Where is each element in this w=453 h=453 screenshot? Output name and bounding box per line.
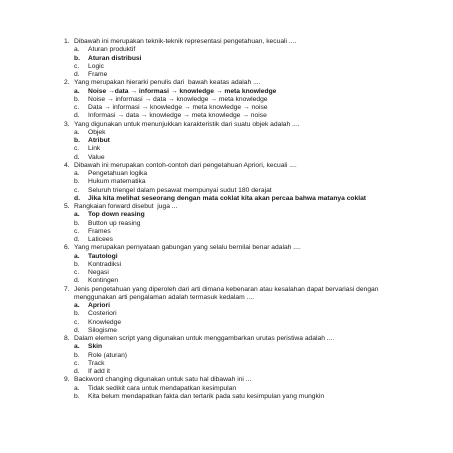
option-text: If add it — [88, 368, 110, 375]
option-1-b — [64, 55, 417, 63]
option-text: Skin — [88, 343, 103, 351]
option-letter: c. — [74, 227, 80, 235]
option-1-a — [64, 46, 417, 54]
question-text: Yang merupakan hierarki penulis dari bawah keatas adalah .... — [74, 79, 261, 87]
option-letter: d. — [74, 194, 80, 202]
question-text: Yang merupakan pernyataan gabungan yang selalu bernilai benar adalah .... — [74, 244, 301, 252]
option-text: Atribut — [88, 137, 110, 144]
option-indent — [64, 55, 74, 63]
option-2-a — [64, 88, 417, 96]
option-letter: d. — [74, 326, 80, 334]
question-9 — [64, 376, 417, 384]
option-indent — [64, 261, 74, 269]
option-letter: a. — [74, 87, 80, 95]
option-indent — [64, 236, 74, 244]
option-letter: b. — [74, 54, 80, 62]
option-text: Apriori — [88, 302, 110, 309]
option-indent — [64, 104, 74, 112]
option-2-b — [64, 96, 417, 104]
option-3-a — [64, 129, 417, 137]
option-3-c — [64, 145, 417, 153]
option-letter: a. — [74, 211, 80, 219]
option-indent — [64, 187, 74, 195]
option-5-a — [64, 211, 417, 219]
option-indent — [64, 129, 74, 137]
option-4-b — [64, 178, 417, 186]
option-indent — [64, 393, 74, 401]
option-letter: d. — [74, 71, 80, 78]
option-text: Track — [88, 359, 105, 367]
option-letter: b. — [74, 310, 80, 318]
option-9-a — [64, 385, 417, 393]
question-3 — [64, 121, 417, 129]
question-5 — [64, 203, 417, 211]
question-7 — [64, 286, 417, 303]
option-indent — [64, 170, 74, 178]
option-indent — [64, 385, 74, 393]
option-indent — [64, 195, 74, 203]
option-text: Value — [88, 153, 105, 161]
option-letter: d. — [74, 368, 80, 375]
option-text: Frames — [88, 227, 111, 235]
question-text: Yang digunakan untuk menunjukkan karakteristik dari suatu objek adalah .... — [74, 120, 300, 128]
option-indent — [64, 137, 74, 145]
option-7-a — [64, 302, 417, 310]
option-text: Negasi — [88, 269, 109, 276]
option-indent — [64, 302, 74, 310]
option-indent — [64, 352, 74, 360]
option-letter: c. — [74, 269, 80, 276]
option-indent — [64, 220, 74, 228]
question-number: 2. — [64, 79, 70, 87]
option-indent — [64, 211, 74, 219]
option-text: Aturan produktif — [88, 46, 136, 54]
option-letter: c. — [74, 104, 80, 111]
option-text: Noise →data → informasi → knowledge → meta knowledge — [88, 87, 277, 95]
option-8-a — [64, 343, 417, 351]
option-5-b — [64, 220, 417, 228]
option-letter: a. — [74, 384, 80, 392]
option-letter: c. — [74, 62, 80, 70]
option-3-b — [64, 137, 417, 145]
option-5-c — [64, 228, 417, 236]
option-letter: a. — [74, 302, 80, 309]
question-text: Backword changing digunakan untuk satu hal dibawah ini ... — [74, 376, 252, 384]
question-number: 1. — [64, 38, 70, 45]
option-indent — [64, 145, 74, 153]
question-text: Rangkaian forward disebut juga ... — [74, 203, 178, 210]
option-indent — [64, 112, 74, 120]
option-indent — [64, 343, 74, 351]
option-2-d — [64, 112, 417, 120]
option-3-d — [64, 154, 417, 162]
question-number: 5. — [64, 203, 70, 210]
option-indent — [64, 269, 74, 277]
option-indent — [64, 88, 74, 96]
option-text: Objek — [88, 128, 106, 136]
option-letter: c. — [74, 186, 80, 194]
option-letter: d. — [74, 236, 80, 243]
option-letter: b. — [74, 137, 80, 144]
option-text: Link — [88, 145, 101, 153]
question-number: 8. — [64, 335, 70, 342]
option-letter: a. — [74, 46, 80, 54]
option-letter: b. — [74, 178, 80, 186]
option-text: Kontingen — [88, 277, 119, 285]
question-text: Jenis pengetahuan yang diperoleh dari arti dimana kebenaran atau kesalahan dapat bervariasi dengan menggunakan arti pengalaman adalah termasuk kedalam .... — [74, 285, 381, 301]
option-indent — [64, 154, 74, 162]
option-indent — [64, 277, 74, 285]
question-2 — [64, 79, 417, 87]
option-6-b — [64, 261, 417, 269]
option-text: Knowledge — [88, 318, 122, 326]
question-number: 6. — [64, 244, 70, 252]
option-text: Informasi → data → knowledge → meta knowledge → noise — [88, 112, 267, 120]
option-indent — [64, 96, 74, 104]
option-letter: d. — [74, 153, 80, 161]
option-text: Kontradiksi — [88, 260, 122, 268]
option-text: Top down reasing — [88, 211, 145, 219]
option-letter: c. — [74, 318, 80, 326]
question-number: 3. — [64, 120, 70, 128]
option-6-c — [64, 269, 417, 277]
option-indent — [64, 368, 74, 376]
option-5-d — [64, 236, 417, 244]
option-letter: a. — [74, 343, 80, 351]
option-8-c — [64, 360, 417, 368]
option-text: Tautologi — [88, 252, 118, 260]
option-letter: a. — [74, 170, 80, 177]
option-text: Pengetahuan logika — [88, 170, 148, 177]
question-number: 9. — [64, 376, 70, 384]
option-indent — [64, 360, 74, 368]
option-letter: a. — [74, 252, 80, 260]
option-6-a — [64, 253, 417, 261]
question-text: Dibawah ini merupakan teknik-teknik representasi pengetahuan, kecuali .... — [74, 38, 297, 45]
option-8-d — [64, 368, 417, 376]
option-text: Costeriori — [88, 310, 117, 318]
option-text: Data → informasi → knowledge → meta knowledge → noise — [88, 104, 268, 111]
option-1-c — [64, 63, 417, 71]
option-4-a — [64, 170, 417, 178]
option-letter: b. — [74, 351, 80, 359]
option-text: Button up reasing — [88, 219, 141, 227]
option-2-c — [64, 104, 417, 112]
question-6 — [64, 244, 417, 252]
option-text: Laticees — [88, 236, 113, 243]
question-number: 4. — [64, 161, 70, 169]
option-text: Kita belum mendapatkan fakta dan tertarik pada satu kesimpulan yang mungkin — [88, 392, 325, 400]
option-text: Frame — [88, 71, 108, 78]
option-letter: c. — [74, 359, 80, 367]
option-indent — [64, 178, 74, 186]
option-text: Noise → informasi → data → knowledge → meta knowledge — [88, 95, 268, 103]
option-6-d — [64, 277, 417, 285]
question-1 — [64, 38, 417, 46]
question-number: 7. — [64, 285, 70, 293]
option-indent — [64, 327, 74, 335]
option-letter: d. — [74, 112, 80, 120]
option-9-b — [64, 393, 417, 401]
option-1-d — [64, 71, 417, 79]
option-7-c — [64, 319, 417, 327]
option-indent — [64, 63, 74, 71]
option-indent — [64, 310, 74, 318]
option-4-c — [64, 187, 417, 195]
option-8-b — [64, 352, 417, 360]
option-text: Seluruh triengel dalam pesawat mempunyai sudut 180 derajat — [88, 186, 272, 194]
option-7-d — [64, 327, 417, 335]
option-indent — [64, 46, 74, 54]
question-4 — [64, 162, 417, 170]
option-7-b — [64, 310, 417, 318]
option-text: Tidak sedikit cara untuk mendapatkan kesimpulan — [88, 384, 237, 392]
option-text: Role (aturan) — [88, 351, 128, 359]
option-letter: b. — [74, 260, 80, 268]
option-letter: d. — [74, 277, 80, 285]
question-text: Dalam elemen script yang digunakan untuk menggambarkan urutas peristiwa adalah .... — [74, 335, 335, 342]
option-text: Jika kita melihat seseorang dengan mata coklat kita akan percaa bahwa matanya coklat — [88, 194, 367, 202]
option-letter: b. — [74, 95, 80, 103]
option-letter: a. — [74, 128, 80, 136]
option-letter: b. — [74, 219, 80, 227]
question-8 — [64, 335, 417, 343]
option-text: Logic — [88, 62, 104, 70]
option-4-d — [64, 195, 417, 203]
option-indent — [64, 71, 74, 79]
option-indent — [64, 253, 74, 261]
option-text: Silogisme — [88, 326, 117, 334]
option-text: Hukum matematika — [88, 178, 146, 186]
option-indent — [64, 228, 74, 236]
option-text: Aturan distribusi — [88, 54, 142, 62]
option-letter: b. — [74, 392, 80, 400]
question-text: Dibawah ini merupakan contoh-contoh dari pengetahuan Apriori, kecuali .... — [74, 161, 297, 169]
option-indent — [64, 319, 74, 327]
option-letter: c. — [74, 145, 80, 153]
